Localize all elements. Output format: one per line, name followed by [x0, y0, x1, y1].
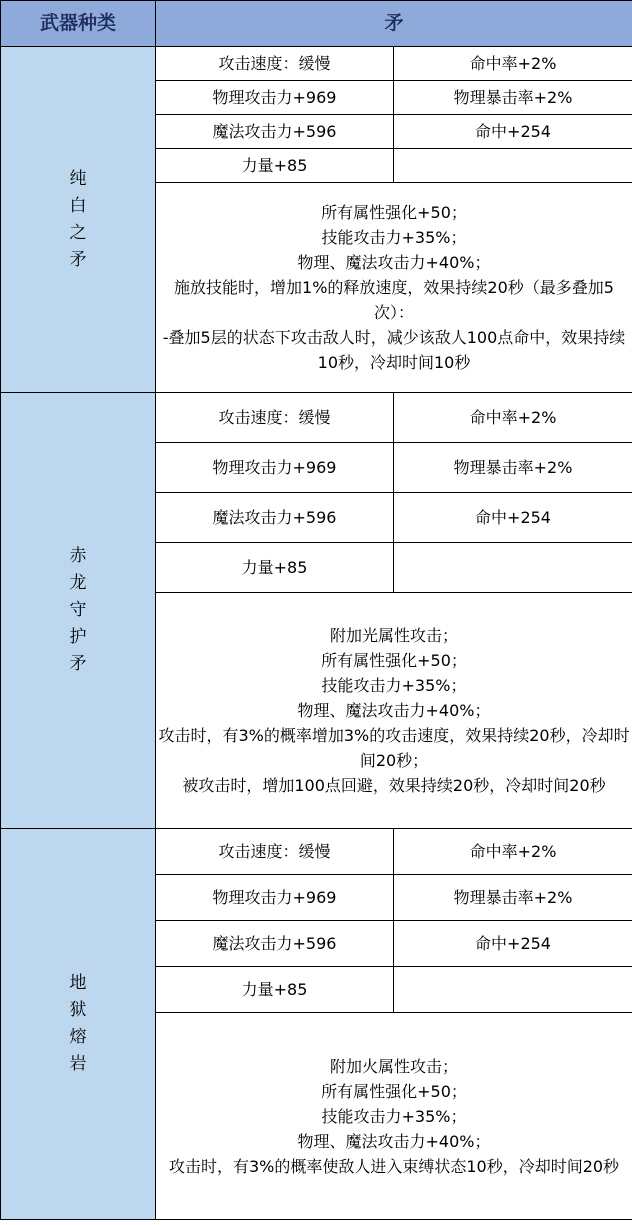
effect-line: 物理、魔法攻击力+40%； — [297, 701, 491, 720]
stat-cell-left: 魔法攻击力+596 — [156, 115, 394, 149]
effect-line: -叠加5层的状态下攻击敌人时，减少该敌人100点命中，效果持续10秒，冷却时间10秒 — [162, 328, 626, 372]
stat-cell-right: 命中率+2% — [394, 393, 632, 443]
weapon-name: 纯 白 之 矛 — [1, 47, 156, 393]
stat-cell-left: 物理攻击力+969 — [156, 443, 394, 493]
stat-row — [1, 47, 632, 81]
effect-line: 物理、魔法攻击力+40%； — [297, 1131, 491, 1151]
effects-cell — [156, 1013, 632, 1220]
effect-line: 技能攻击力+35%； — [321, 228, 467, 247]
stat-cell-right: 物理暴击率+2% — [394, 443, 632, 493]
header-weapon-type: 武器种类 — [1, 1, 156, 47]
stat-cell-left: 力量+85 — [156, 149, 394, 183]
stat-cell-left: 攻击速度：缓慢 — [156, 829, 394, 875]
effects-cell — [156, 183, 632, 393]
effect-line: 附加火属性攻击； — [330, 1056, 459, 1076]
stat-cell-right: 命中+254 — [394, 493, 632, 543]
effect-line: 物理、魔法攻击力+40%； — [297, 253, 491, 272]
weapon-name: 赤 龙 守 护 矛 — [1, 393, 156, 829]
stat-cell-right — [394, 967, 632, 1013]
stat-cell-right — [394, 543, 632, 593]
stat-cell-right: 物理暴击率+2% — [394, 81, 632, 115]
stat-row — [1, 393, 632, 443]
effect-line: 所有属性强化+50； — [321, 651, 467, 670]
stat-cell-right: 物理暴击率+2% — [394, 875, 632, 921]
effect-line: 施放技能时，增加1%的释放速度，效果持续20秒（最多叠加5次）： — [174, 278, 614, 322]
stat-cell-left: 攻击速度：缓慢 — [156, 47, 394, 81]
stat-cell-left: 魔法攻击力+596 — [156, 921, 394, 967]
stat-cell-left: 力量+85 — [156, 967, 394, 1013]
stat-cell-right: 命中率+2% — [394, 47, 632, 81]
stat-cell-left: 攻击速度：缓慢 — [156, 393, 394, 443]
table-body — [1, 47, 632, 1220]
effect-line: 被攻击时，增加100点回避，效果持续20秒，冷却时间20秒 — [182, 776, 606, 795]
header-row — [1, 1, 632, 47]
stat-cell-left: 力量+85 — [156, 543, 394, 593]
effect-line: 附加光属性攻击； — [330, 626, 459, 645]
effect-line: 攻击时，有3%的概率增加3%的攻击速度，效果持续20秒，冷却时间20秒； — [158, 726, 630, 770]
stat-cell-left: 物理攻击力+969 — [156, 875, 394, 921]
stat-cell-left: 物理攻击力+969 — [156, 81, 394, 115]
effect-line: 攻击时，有3%的概率使敌人进入束缚状态10秒，冷却时间20秒 — [168, 1156, 620, 1176]
effect-line: 所有属性强化+50； — [321, 1081, 467, 1101]
weapon-name: 地 狱 熔 岩 — [1, 829, 156, 1220]
effect-line: 技能攻击力+35%； — [321, 676, 467, 695]
stat-cell-right: 命中+254 — [394, 115, 632, 149]
stat-cell-left: 魔法攻击力+596 — [156, 493, 394, 543]
header-weapon-name: 矛 — [156, 1, 632, 47]
stat-row — [1, 829, 632, 875]
effects-cell — [156, 593, 632, 829]
effect-line: 技能攻击力+35%； — [321, 1106, 467, 1126]
effect-line: 所有属性强化+50； — [321, 203, 467, 222]
stat-cell-right: 命中率+2% — [394, 829, 632, 875]
stat-cell-right — [394, 149, 632, 183]
stat-cell-right: 命中+254 — [394, 921, 632, 967]
